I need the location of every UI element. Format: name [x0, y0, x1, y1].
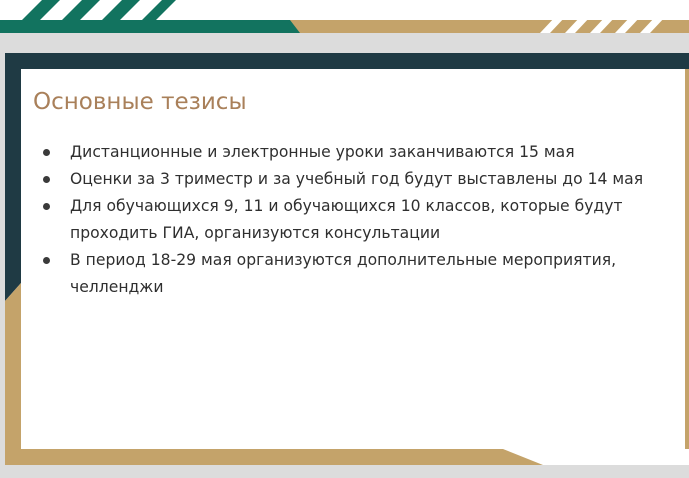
slide-title: Основные тезисы [33, 89, 247, 115]
bullet-dot-icon [43, 149, 50, 156]
bullet-item [41, 247, 671, 301]
bullet-item [41, 193, 671, 247]
bullet-text: Для обучающихся 9, 11 и обучающихся 10 классов, которые будут проходить ГИА, организуются консультации [70, 197, 623, 242]
bullet-item [41, 139, 671, 166]
bullet-list [41, 139, 671, 301]
bullet-text: Дистанционные и электронные уроки заканчиваются 15 мая [70, 143, 575, 161]
previous-slide-thumbnail[interactable] [0, 0, 689, 33]
previous-slide-decoration [0, 0, 689, 33]
bullet-dot-icon [43, 203, 50, 210]
bullet-text: Оценки за 3 триместр и за учебный год будут выставлены до 14 мая [70, 170, 644, 188]
bullet-text: В период 18-29 мая организуются дополнительные мероприятия, челленджи [70, 251, 617, 296]
bullet-dot-icon [43, 257, 50, 264]
bullet-dot-icon [43, 176, 50, 183]
bullet-item [41, 166, 671, 193]
current-slide[interactable] [5, 53, 689, 465]
